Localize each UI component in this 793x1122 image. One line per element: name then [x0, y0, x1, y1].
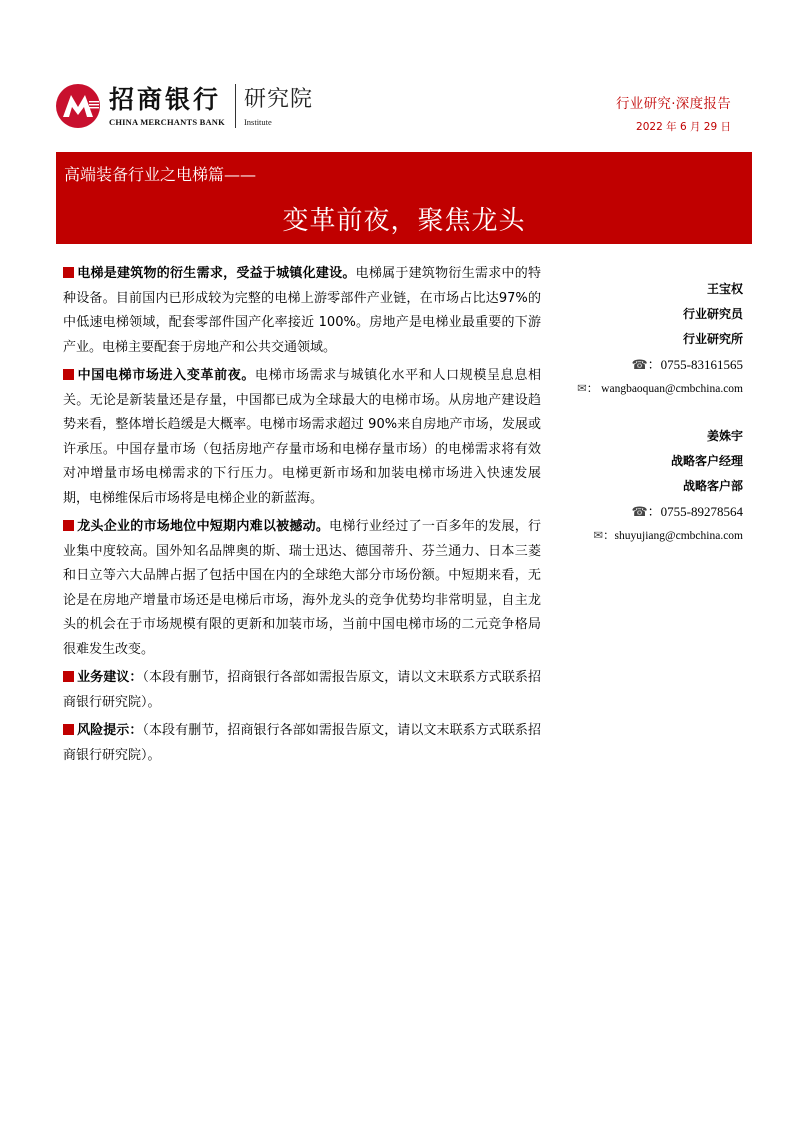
- logo-institute-en: Institute: [243, 117, 272, 127]
- email-address[interactable]: ： wangbaoquan@cmbchina.com: [586, 383, 743, 395]
- paragraph-body: （本段有删节，招商银行各部如需报告原文，请以文末联系方式联系招商银行研究院）。: [63, 670, 541, 710]
- summary-paragraph: [63, 364, 541, 511]
- summary-section: [63, 262, 541, 772]
- cmb-institute-logo: [55, 78, 313, 134]
- paragraph-body: （本段有删节，招商银行各部如需报告原文，请以文末联系方式联系招商银行研究院）。: [63, 723, 541, 763]
- paragraph-lead: 电梯是建筑物的衍生需求，受益于城镇化建设。: [77, 266, 356, 281]
- analyst-email: [543, 524, 743, 549]
- logo-name-en: CHINA MERCHANTS BANK: [109, 117, 225, 127]
- logo-name-cn: 招商银行: [109, 85, 222, 114]
- paragraph-lead: 业务建议：: [77, 670, 143, 685]
- phone-number: ：0755-83161565: [647, 357, 743, 372]
- cmb-logo-icon: [55, 83, 101, 129]
- red-square-bullet-icon: [63, 520, 74, 531]
- analyst-name: 姜姝宇: [706, 429, 743, 443]
- banner-subtitle: 高端装备行业之电梯篇——: [64, 165, 257, 184]
- report-type: 行业研究·深度报告: [616, 96, 731, 112]
- title-banner: [56, 152, 752, 244]
- phone-icon: ☎: [631, 504, 648, 519]
- analyst-phone: [543, 499, 743, 524]
- summary-paragraph: [63, 515, 541, 662]
- analyst-title: 行业研究员: [682, 307, 743, 321]
- analyst-name: 王宝权: [706, 282, 743, 296]
- analyst-dept: 战略客户部: [682, 479, 743, 493]
- analyst-phone: [543, 352, 743, 377]
- business-advice-paragraph: [63, 666, 541, 715]
- analyst-email: [543, 377, 743, 402]
- banner-title: 变革前夜，聚焦龙头: [282, 206, 526, 236]
- red-square-bullet-icon: [63, 369, 74, 380]
- analyst-sidebar: [543, 277, 743, 549]
- phone-icon: ☎: [631, 357, 648, 372]
- logo-institute-cn: 研究院: [243, 87, 313, 112]
- analyst-card: [543, 424, 743, 549]
- paragraph-lead: 中国电梯市场进入变革前夜。: [77, 368, 256, 383]
- report-date: 2022 年 6 月 29 日: [636, 121, 731, 133]
- paragraph-body: 电梯行业经过了一百多年的发展，行业集中度较高。国外知名品牌奥的斯、瑞士迅达、德国蒂升、芬兰通力、日本三菱和日立等六大品牌占据了包括中国在内的全球绝大部分市场份额。中短期来看，无论是在房地产增量市场还是电梯后市场，海外龙头的竞争优势均非常明显，自主龙头的机会在于市场规模有限的更新和加装市场，当前中国电梯市场的二元竞争格局很难发生改变。: [63, 519, 541, 657]
- analyst-dept: 行业研究所: [682, 332, 743, 346]
- red-square-bullet-icon: [63, 724, 74, 735]
- risk-warning-paragraph: [63, 719, 541, 768]
- email-address[interactable]: ：shuyujiang@cmbchina.com: [603, 530, 743, 542]
- red-square-bullet-icon: [63, 267, 74, 278]
- phone-number: ：0755-89278564: [647, 504, 743, 519]
- envelope-icon: ✉: [593, 530, 604, 542]
- red-square-bullet-icon: [63, 671, 74, 682]
- paragraph-lead: 风险提示：: [77, 723, 143, 738]
- paragraph-body: 电梯市场需求与城镇化水平和人口规模呈息息相关。无论是新装量还是存量，中国都已成为全球最大的电梯市场。从房地产建设趋势来看，整体增长趋缓是大概率。电梯市场需求超过 90%来自房地产市场，发展或许承压。中国存量市场（包括房地产存量市场和电梯存量市场）的电梯需求将有效对冲增量市场电梯需求的下行压力。电梯更新市场和加装电梯市场进入快速发展期，电梯维保后市场将是电梯企业的新蓝海。: [63, 368, 541, 506]
- analyst-card: [543, 277, 743, 402]
- paragraph-lead: 龙头企业的市场地位中短期内难以被撼动。: [77, 519, 330, 534]
- logo-divider: [235, 84, 236, 128]
- summary-paragraph: [63, 262, 541, 360]
- envelope-icon: ✉: [577, 383, 587, 395]
- paragraph-body: 电梯属于建筑物衍生需求中的特种设备。目前国内已形成较为完整的电梯上游零部件产业链，在市场占比达97%的中低速电梯领域，配套零部件国产化率接近 100%。房地产是电梯业最重要的下游产业。电梯主要配套于房地产和公共交通领域。: [63, 266, 541, 355]
- analyst-title: 战略客户经理: [670, 454, 743, 468]
